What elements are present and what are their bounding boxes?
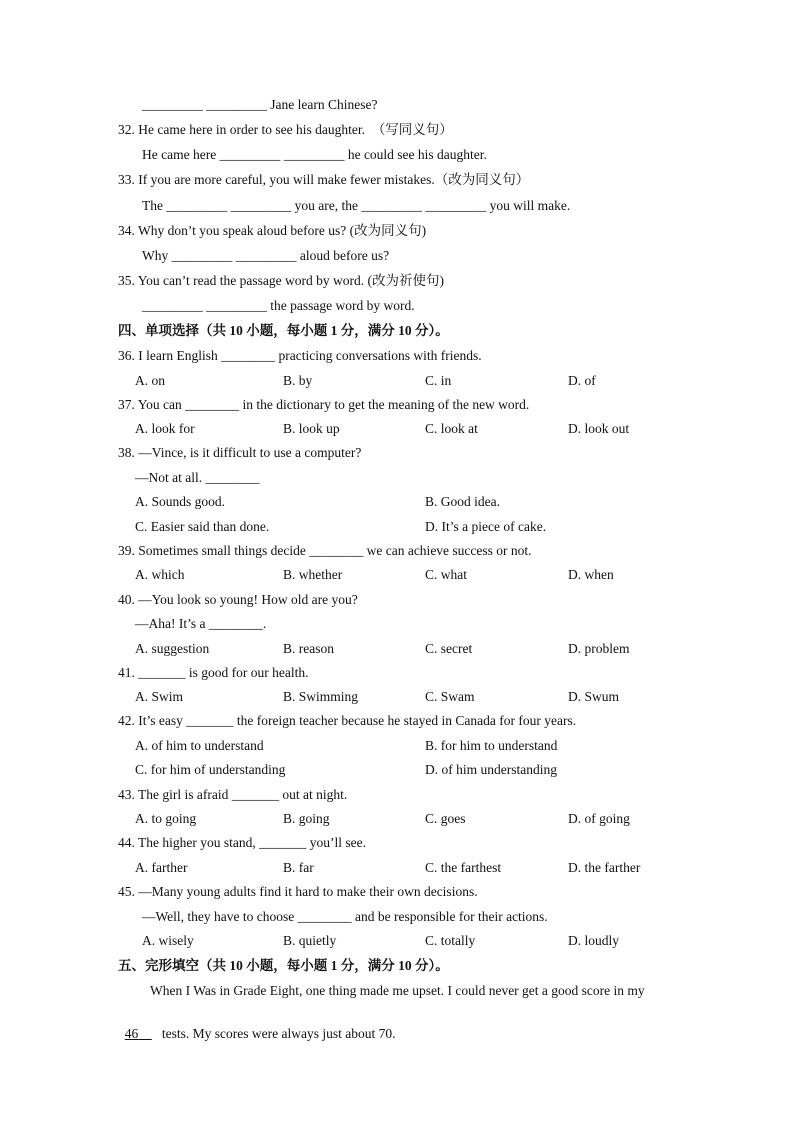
answer-option: A. to going — [135, 811, 197, 826]
question-line: 45. —Many young adults find it hard to make their own decisions. — [118, 884, 478, 899]
question-line: _________ _________ the passage word by word. — [142, 298, 415, 313]
question-line: 42. It’s easy _______ the foreign teacher because he stayed in Canada for four years. — [118, 713, 577, 728]
answer-option: B. quietly — [283, 933, 337, 948]
answer-option: B. far — [283, 860, 314, 875]
answer-option: A. farther — [135, 860, 188, 875]
answer-option: D. loudly — [568, 933, 620, 948]
question-line: When I Was in Grade Eight, one thing made me upset. I could never get a good score in my — [150, 983, 645, 998]
answer-option: D. of going — [568, 811, 630, 826]
answer-option: D. of — [568, 373, 596, 388]
passage-last-line — [118, 1007, 395, 1043]
question-line: Why _________ _________ aloud before us? — [142, 248, 390, 263]
answer-option: A. Swim — [135, 689, 184, 704]
answer-option: B. by — [283, 373, 313, 388]
answer-option: B. reason — [283, 641, 334, 656]
answer-option: D. of him understanding — [425, 762, 557, 777]
answer-option: A. of him to understand — [135, 738, 264, 753]
question-line: 43. The girl is afraid _______ out at night. — [118, 787, 348, 802]
question-line: —Well, they have to choose ________ and be responsible for their actions. — [142, 909, 548, 924]
answer-option: D. Swum — [568, 689, 620, 704]
question-line: 39. Sometimes small things decide ________ we can achieve success or not. — [118, 543, 532, 558]
question-line: _________ _________ Jane learn Chinese? — [142, 97, 378, 112]
question-line: 32. He came here in order to see his daughter. （写同义句） — [118, 122, 453, 137]
answer-option: D. when — [568, 567, 614, 582]
question-line: 36. I learn English ________ practicing conversations with friends. — [118, 348, 482, 363]
question-line: The _________ _________ you are, the _________ _________ you will make. — [142, 198, 571, 213]
question-line: 40. —You look so young! How old are you? — [118, 592, 358, 607]
answer-option: C. look at — [425, 421, 478, 436]
answer-option: B. Good idea. — [425, 494, 500, 509]
answer-option: C. what — [425, 567, 467, 582]
answer-option: B. for him to understand — [425, 738, 558, 753]
question-line: 33. If you are more careful, you will make fewer mistakes.（改为同义句） — [118, 172, 530, 187]
question-line: He came here _________ _________ he could see his daughter. — [142, 147, 487, 162]
section-heading: 四、单项选择（共 10 小题，每小题 1 分，满分 10 分）。 — [118, 323, 449, 338]
answer-option: A. Sounds good. — [135, 494, 226, 509]
answer-option: A. look for — [135, 421, 195, 436]
question-line: 37. You can ________ in the dictionary to get the meaning of the new word. — [118, 397, 530, 412]
answer-option: C. Swam — [425, 689, 475, 704]
answer-option: C. totally — [425, 933, 476, 948]
answer-option: C. Easier said than done. — [135, 519, 270, 534]
answer-option: C. in — [425, 373, 452, 388]
answer-option: D. the farther — [568, 860, 641, 875]
answer-option: C. goes — [425, 811, 466, 826]
answer-option: C. for him of understanding — [135, 762, 286, 777]
passage-line-rest: tests. My scores were always just about 70. — [151, 1026, 396, 1041]
section-heading: 五、完形填空（共 10 小题，每小题 1 分，满分 10 分）。 — [118, 958, 449, 973]
answer-option: A. suggestion — [135, 641, 210, 656]
question-line: 34. Why don’t you speak aloud before us? (改为同义句) — [118, 223, 427, 238]
answer-option: D. It’s a piece of cake. — [425, 519, 547, 534]
answer-option: B. going — [283, 811, 330, 826]
question-line: A. wisely — [142, 933, 194, 948]
question-line: 38. —Vince, is it difficult to use a computer? — [118, 445, 362, 460]
blank-46: 46 — [124, 1026, 139, 1041]
question-line: 44. The higher you stand, _______ you’ll see. — [118, 835, 366, 850]
answer-option: —Not at all. ________ — [135, 470, 260, 485]
answer-option: B. look up — [283, 421, 340, 436]
blank-46-underline — [138, 1026, 152, 1041]
answer-option: B. Swimming — [283, 689, 359, 704]
question-line: 35. You can’t read the passage word by word. (改为祈使句) — [118, 273, 444, 288]
answer-option: A. which — [135, 567, 185, 582]
answer-option: D. problem — [568, 641, 630, 656]
answer-option: A. on — [135, 373, 165, 388]
answer-option: —Aha! It’s a ________. — [135, 616, 267, 631]
answer-option: D. look out — [568, 421, 630, 436]
answer-option: C. the farthest — [425, 860, 502, 875]
answer-option: C. secret — [425, 641, 473, 656]
question-line: 41. _______ is good for our health. — [118, 665, 309, 680]
answer-option: B. whether — [283, 567, 343, 582]
